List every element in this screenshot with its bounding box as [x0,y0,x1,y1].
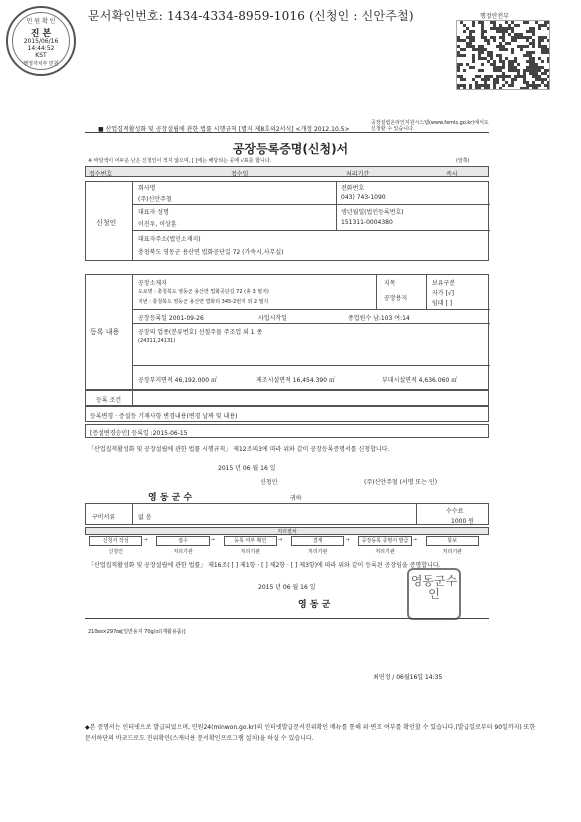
own-rent-checkbox: 임대 [ ] [432,300,453,307]
flow-header [85,527,489,535]
seal-text: 2015/06/16 [23,38,59,45]
flow-step: 등록 여부 확인 [224,536,277,546]
lot-address: 지번 : 충청북도 영동군 용산면 법화리 345-2번지 외 2 필지 [138,299,269,305]
seal-text: 진 본 [30,29,52,39]
flow-step: 공장등록 증명서 발급 [358,536,411,546]
applicant-header [86,182,133,260]
section-label: 신청인 [96,219,117,227]
business-start: 사업시작일 [258,315,287,322]
rep-label: 대표자 성명 [138,209,169,216]
fee-label: 수수료 [446,508,464,515]
industry: 공장의 업종(분류번호) 선철주물 주조업 외 1 종 [138,329,263,336]
attachment-value: 없 음 [138,514,152,521]
document-number: 문서확인번호: 1434-4334-8959-1016 (신청인 : 신안주철) [88,9,414,23]
certify-text: 「산업집적활성화 및 공장설립에 관한 법률」 제16조( [ ] 제1항 · [ ] 제2항 · [ ] 제3항)에 따라 위와 같이 등록된 공장임을 증명합니다. [88,562,441,569]
applicant-sign-label: 신청인 [260,479,278,486]
address-value: 충청북도 영동군 용산면 법화공단길 72 (가속시,사무실) [138,249,284,256]
attachment-row [85,503,489,525]
latest-change-row [85,424,489,438]
conditions-row [85,390,489,406]
seal-text: 14:44:52 [27,45,55,52]
birth-label: 생년월일(법인등록번호) [341,209,404,216]
auxiliary-area: 부대시설면적 4,636.060 ㎡ [382,377,458,384]
flow-step-owner: 신청인 [108,549,123,555]
own-self-checkbox: 자가 [√] [432,290,455,297]
flow-step: 통보 [426,536,479,546]
receipt-row [85,166,489,177]
latest-change: [증설변경승인] 등록일 :2015-06-15 [90,430,188,437]
flow-step-owner: 처리기관 [308,549,328,555]
address-label: 대표자주소(법인소재지) [138,236,201,243]
changes-label: 등록변경 · 증설등 기재사항 변경내용(변경 날짜 및 내용) [90,413,238,420]
applicant-section [85,181,489,261]
seal-text: 민 원 확 인 [26,18,56,25]
footer-note: ◆본 증명서는 인터넷으로 발급되었으며, 민원24(minwon.go.kr)의 인터넷발급문서진위확인 메뉴를 통해 위·변조 여부를 확인할 수 있습니다.(발급일로부터 90일까지) 또한 문서하단의 바코드로도 진위확인(스캐너용 문서확인프로그램 설치)을 하실 수 있습니다. [85,724,536,742]
conditions-label: 등록 조건 [96,397,122,404]
fee-value: 1000 원 [451,518,474,525]
request-text: 「산업집적활성화 및 공장설립에 관한 법률 시행규칙」 제12조의3에 따라 위와 같이 공장등록증명서를 신청합니다. [88,446,390,453]
recipient-suffix: 귀하 [290,495,302,502]
zone-value: 공장용지 [384,295,408,302]
stamp-text: 영동군수인 [410,574,458,601]
divider [85,132,489,133]
arrow-right-icon: → [412,537,417,543]
verification-barcode [456,20,550,90]
flow-step: 결재 [291,536,344,546]
recipient: 영 동 군 수 [148,493,193,503]
period-value: 즉시 [446,171,458,178]
phone-label: 전화번호 [341,185,365,192]
rep-value: 이진우, 이상훈 [138,221,177,228]
barcode-icon [457,21,549,89]
form-note: ※ 바탕색이 어두운 난은 신청인이 적지 않으며, [ ]에는 해당되는 곳에 √표를 합니다. [88,158,272,164]
flow-step-owner: 처리기관 [442,549,462,555]
flow-title: 처리절차 [277,529,297,535]
process-flow [85,536,489,558]
issue-date: 2015 년 06 월 16 일 [258,584,316,591]
birth-value: 151311-0004380 [341,219,393,226]
site-area: 공장부지면적 46,192.000 ㎡ [138,377,217,384]
company-value: (주)신안주철 [138,196,172,203]
phone-value: 043) 743-1090 [341,194,386,201]
arrow-right-icon: → [278,537,283,543]
issuer: 영 동 군 [298,600,331,610]
period-label: 처리기간 [346,171,370,178]
flow-step-owner: 처리기관 [240,549,260,555]
location-label: 공장소재지 [138,280,167,287]
seal-text: KST [35,52,47,59]
flow-step: 신청서 작성 [89,536,142,546]
industry-codes: (24311,24131) [138,338,176,344]
page-title: 공장등록증명(신청)서 [232,142,349,156]
seal-text: 행정자치부 민원 [23,61,59,67]
online-note: 공장설립온라인지원시스템(www.femis.go.kr)에서도 신청할 수 있습니다. [371,120,489,132]
section-label: 등록 내용 [90,328,120,336]
arrow-right-icon: → [143,537,148,543]
company-label: 회사명 [138,185,156,192]
receipt-no-label: 접수번호 [89,171,113,178]
divider [85,618,489,619]
ownership-label: 보유구분 [432,280,456,287]
road-address: 도로명 : 충청북도 영동군 용산면 법화공단길 72 (총 3 필지) [138,289,269,295]
request-date: 2015 년 06 월 16 일 [218,465,276,472]
authentication-seal [6,6,76,76]
official-stamp [407,568,461,620]
manufacturing-area: 제조시설면적 16,454.390 ㎡ [256,377,335,384]
receipt-date-label: 접수일 [231,171,249,178]
registration-section [85,274,489,390]
zone-label: 지목 [384,280,396,287]
changes-row [85,406,489,422]
paper-spec: 210㎜×297㎜[일반용지 70g/㎡(재활용품)] [88,629,186,635]
employees: 종업원수 남:103 여:14 [348,315,410,322]
law-reference: ■ 산업집적활성화 및 공장설립에 관한 법률 시행규칙 [별지 제8호의2서식] <개정 2012.10.5> [98,126,350,133]
arrow-right-icon: → [210,537,215,543]
flow-step-owner: 처리기관 [375,549,395,555]
viewer-stamp: 최연정 / 06월16일 14:35 [373,674,443,681]
registration-date: 공장등록일 2001-09-26 [138,315,204,322]
gov-label: 행정안전부 [480,13,509,20]
attachment-label: 구비서류 [92,514,116,521]
arrow-right-icon: → [345,537,350,543]
flow-step-owner: 처리기관 [173,549,193,555]
page-side: (앞쪽) [456,158,470,164]
applicant-name: (주)신안주철 (서명 또는 인) [364,479,438,486]
flow-step: 접수 [156,536,209,546]
